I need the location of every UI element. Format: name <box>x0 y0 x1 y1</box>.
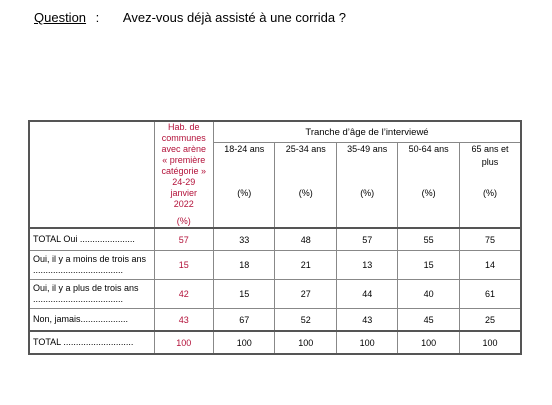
hab-header-line: 2022 <box>173 199 194 209</box>
hab-value: 100 <box>154 331 213 354</box>
age-value: 55 <box>398 228 459 251</box>
age-value: 75 <box>459 228 521 251</box>
hab-value: 42 <box>154 280 213 309</box>
age-value: 48 <box>275 228 336 251</box>
age-value: 44 <box>336 280 397 309</box>
age-value: 15 <box>213 280 274 309</box>
table-row <box>29 331 521 354</box>
age-column-label: 50-64 ans <box>408 144 449 154</box>
hab-value: 15 <box>154 251 213 280</box>
hab-column-header <box>154 121 213 228</box>
question-line <box>34 10 346 25</box>
question-colon: : <box>95 10 100 25</box>
question-text: Avez-vous déjà assisté à une corrida ? <box>122 10 346 25</box>
table-row <box>29 228 521 251</box>
age-value: 52 <box>275 309 336 332</box>
hab-header-unit: (%) <box>176 216 191 226</box>
age-column-unit: (%) <box>237 188 252 198</box>
age-value: 18 <box>213 251 274 280</box>
hab-header-line: « première <box>162 155 206 165</box>
hab-header-line: catégorie » <box>161 166 207 176</box>
age-column-label: 18-24 ans <box>224 144 265 154</box>
age-group-header: Tranche d’âge de l’interviewé <box>213 121 521 143</box>
age-value: 15 <box>398 251 459 280</box>
age-value: 33 <box>213 228 274 251</box>
age-column-header <box>459 143 521 229</box>
age-value: 40 <box>398 280 459 309</box>
hab-header-line: avec arène <box>161 144 207 154</box>
age-value: 57 <box>336 228 397 251</box>
age-column-unit: (%) <box>482 188 497 198</box>
age-value: 27 <box>275 280 336 309</box>
hab-value: 43 <box>154 309 213 332</box>
age-value: 67 <box>213 309 274 332</box>
age-value: 100 <box>213 331 274 354</box>
hab-header-line: Hab. de <box>168 122 200 132</box>
age-value: 100 <box>398 331 459 354</box>
age-value: 100 <box>275 331 336 354</box>
age-column-unit: (%) <box>298 188 313 198</box>
age-value: 100 <box>459 331 521 354</box>
age-column-header <box>275 143 336 229</box>
question-label: Question <box>34 10 87 25</box>
hab-header-line: communes <box>161 133 206 143</box>
age-value: 13 <box>336 251 397 280</box>
hab-header-line: 24-29 <box>172 177 196 187</box>
age-value: 21 <box>275 251 336 280</box>
table-row <box>29 280 521 309</box>
age-column-header <box>213 143 274 229</box>
age-value: 43 <box>336 309 397 332</box>
row-label: TOTAL ............................ <box>29 331 154 354</box>
age-value: 61 <box>459 280 521 309</box>
age-column-header <box>398 143 459 229</box>
hab-value: 57 <box>154 228 213 251</box>
age-column-label: 25-34 ans <box>285 144 326 154</box>
corner-cell <box>29 121 154 228</box>
age-value: 25 <box>459 309 521 332</box>
age-column-header <box>336 143 397 229</box>
age-column-label: 65 ans et plus <box>471 144 509 167</box>
header-row-1 <box>29 121 521 143</box>
age-column-label: 35-49 ans <box>347 144 388 154</box>
age-value: 14 <box>459 251 521 280</box>
row-label: Oui, il y a plus de trois ans .................................... <box>29 280 154 309</box>
survey-results-table <box>28 120 522 355</box>
age-value: 100 <box>336 331 397 354</box>
age-column-unit: (%) <box>360 188 375 198</box>
table-row <box>29 309 521 332</box>
hab-header-line: janvier <box>170 188 198 198</box>
row-label: TOTAL Oui ...................... <box>29 228 154 251</box>
row-label: Oui, il y a moins de trois ans .................................... <box>29 251 154 280</box>
row-label: Non, jamais................... <box>29 309 154 332</box>
age-value: 45 <box>398 309 459 332</box>
age-column-unit: (%) <box>421 188 436 198</box>
table-row <box>29 251 521 280</box>
